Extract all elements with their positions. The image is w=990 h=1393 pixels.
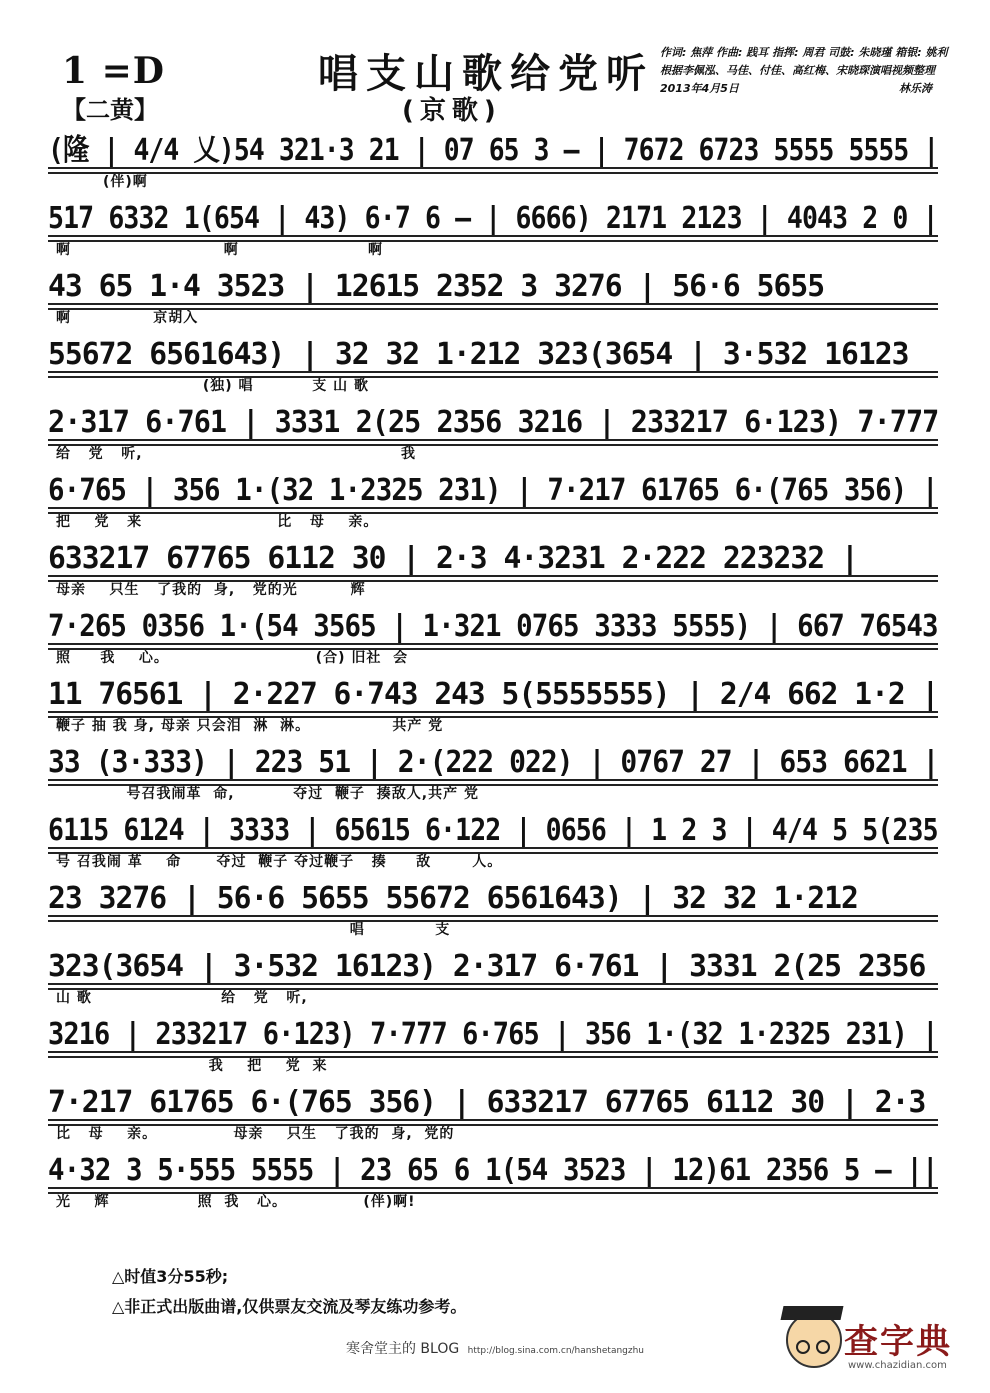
key-signature: 1 =D: [62, 50, 165, 92]
notation: 633217 67765 6112 30 | 2·3 4·3231 2·222 223232 |: [48, 538, 938, 582]
score-line: [48, 396, 948, 464]
notation: 55672 6561643) | 32 32 1·212 323(3654 | 3·532 16123: [48, 334, 938, 378]
duration-note: △时值3分55秒;: [112, 1267, 229, 1286]
lyrics: 鞭子 抽 我 身, 母亲 只会泪 淋 淋。 共产 党: [56, 718, 444, 734]
notation: 4·32 3 5·555 5555 | 23 65 6 1(54 3523 | 12)61 2356 5 — ||: [48, 1150, 938, 1194]
score-line: [48, 736, 948, 804]
notation: 323(3654 | 3·532 16123) 2·317 6·761 | 3331 2(25 2356: [48, 946, 938, 990]
score-line: [48, 872, 948, 940]
notation: 33 (3·333) | 223 51 | 2·(222 022) | 0767 27 | 653 6621 |: [48, 742, 938, 786]
lyrics: 号 召我闹 革 命 夺过 鞭子 夺过鞭子 揍 敌 人。: [56, 854, 503, 870]
score-line: [48, 1008, 948, 1076]
score-line: [48, 192, 948, 260]
eye-icon: [816, 1340, 830, 1354]
notation: 23 3276 | 56·6 5655 55672 6561643) | 32 32 1·212: [48, 878, 938, 922]
lyrics: (伴)啊: [56, 174, 148, 190]
date: 2013年4月5日: [660, 82, 739, 95]
lyrics: 光 辉 照 我 心。 (伴)啊!: [56, 1194, 416, 1210]
score-line: [48, 600, 948, 668]
logo-name: 查字典: [844, 1322, 952, 1362]
lyrics: 把 党 来 比 母 亲。: [56, 514, 379, 530]
footnotes: [112, 1262, 466, 1322]
lyrics: 山 歌 给 党 听,: [56, 990, 308, 1006]
score-line: [48, 1076, 948, 1144]
lyrics: 号召我闹革 命, 夺过 鞭子 揍敌人,共产 党: [56, 786, 479, 802]
notation: 517 6332 1(654 | 43) 6·7 6 — | 6666) 2171 2123 | 4043 2 0 |: [48, 198, 938, 242]
blog-url[interactable]: http://blog.sina.com.cn/hanshetangzhu: [467, 1346, 645, 1356]
notation: 43 65 1·4 3523 | 12615 2352 3 3276 | 56·6 5655: [48, 266, 938, 310]
score-line: [48, 668, 948, 736]
notation: 11 76561 | 2·227 6·743 243 5(5555555) | 2/4 662 1·2 |: [48, 674, 938, 718]
score-line: [48, 532, 948, 600]
score: [48, 124, 948, 1212]
score-line: [48, 260, 948, 328]
lyrics: 母亲 只生 了我的 身, 党的光 辉: [56, 582, 366, 598]
eye-icon: [796, 1340, 810, 1354]
score-line: [48, 464, 948, 532]
genre-label: (京歌): [402, 96, 502, 126]
blog-name: 寒舍堂主的 BLOG: [345, 1341, 460, 1357]
lyrics: 啊 京胡入: [56, 310, 199, 326]
notation: (隆 | 4/4 乂)54 321·3 21 | 07 65 3 — | 7672 6723 5555 5555 |: [48, 130, 938, 174]
lyrics: (独) 唱 支 山 歌: [56, 378, 370, 394]
disclaimer-note: △非正式出版曲谱,仅供票友交流及琴友练功参考。: [112, 1297, 467, 1316]
score-line: [48, 940, 948, 1008]
notation: 2·317 6·761 | 3331 2(25 2356 3216 | 233217 6·123) 7·777: [48, 402, 938, 446]
score-line: [48, 124, 948, 192]
notation: 6·765 | 356 1·(32 1·2325 231) | 7·217 61765 6·(765 356) |: [48, 470, 938, 514]
song-title: 唱支山歌给党听: [318, 50, 654, 97]
lyrics: 啊 啊 啊: [56, 242, 383, 258]
mode-label: 【二黄】: [62, 96, 158, 124]
date-row: [660, 80, 932, 98]
lyrics: 给 党 听, 我: [56, 446, 417, 462]
score-line: [48, 1144, 948, 1212]
logo-url: www.chazidian.com: [848, 1360, 947, 1371]
credits-line-1: 作词: 焦萍 作曲: 践耳 指挥: 周君 司鼓: 朱晓瑾 箱银: 姚利: [660, 46, 948, 59]
notation: 7·265 0356 1·(54 3565 | 1·321 0765 3333 5555) | 667 76543: [48, 606, 938, 650]
lyrics: 照 我 心。 (合) 旧社 会: [56, 650, 409, 666]
cartoon-face-icon: [786, 1312, 842, 1368]
credits-line-2: 根据李佩泓、马佳、付佳、高红梅、宋晓琛演唱视频整理: [660, 64, 935, 77]
lyrics: 我 把 党 来: [56, 1058, 328, 1074]
graduation-cap-icon: [781, 1306, 844, 1320]
notation: 3216 | 233217 6·123) 7·777 6·765 | 356 1·(32 1·2325 231) |: [48, 1014, 938, 1058]
notation: 6115 6124 | 3333 | 65615 6·122 | 0656 | 1 2 3 | 4/4 5 5(235: [48, 810, 938, 854]
credits-block: [660, 44, 960, 98]
arranger: 林乐涛: [899, 82, 932, 95]
site-logo[interactable]: [782, 1306, 972, 1384]
score-line: [48, 328, 948, 396]
lyrics: 唱 支: [56, 922, 451, 938]
notation: 7·217 61765 6·(765 356) | 633217 67765 6112 30 | 2·3: [48, 1082, 938, 1126]
lyrics: 比 母 亲。 母亲 只生 了我的 身, 党的: [56, 1126, 455, 1142]
score-line: [48, 804, 948, 872]
